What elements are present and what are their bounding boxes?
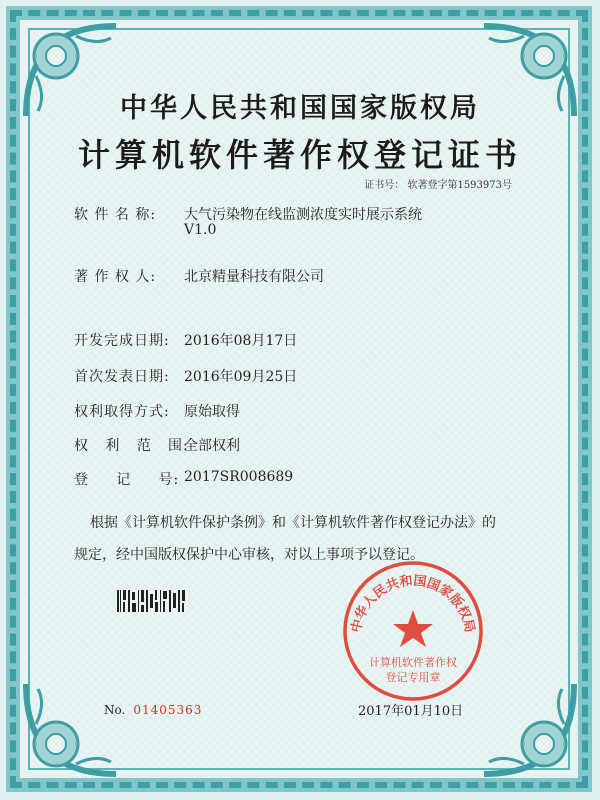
software-name-value: 大气污染物在线监测浓度实时展示系统 — [184, 207, 422, 223]
seal-star-icon — [393, 610, 433, 647]
corner-ornament-bottom-right — [474, 674, 584, 784]
software-name-label: 软 件 名 称: — [74, 207, 157, 223]
corner-ornament-bottom-left — [16, 674, 126, 784]
seal-ring-text: 中华人民共和国国家版权局 — [349, 573, 477, 634]
statement-line-1: 根据《计算机软件保护条例》和《计算机软件著作权登记办法》的 — [90, 515, 496, 531]
statement-line-2: 规定，经中国版权保护中心审核，对以上事项予以登记。 — [74, 547, 424, 563]
registration-number-value: 2017SR008689 — [184, 469, 294, 485]
copyright-owner-value: 北京精量科技有限公司 — [184, 269, 324, 285]
issuing-authority: 中华人民共和国国家版权局 — [120, 93, 480, 124]
qr-barcode — [116, 588, 188, 614]
copyright-owner-label: 著 作 权 人: — [74, 269, 157, 285]
certificate-title: 计算机软件著作权登记证书 — [77, 136, 522, 174]
serial-number — [104, 703, 202, 717]
official-seal — [340, 558, 486, 704]
issue-date: 2017年01月10日 — [358, 704, 464, 719]
first-publish-label: 首次发表日期: — [74, 369, 170, 385]
dev-complete-label: 开发完成日期: — [74, 333, 170, 349]
serial-value: 01405363 — [133, 703, 203, 717]
certificate-number: 证书号： 软著登字第1593973号 — [364, 180, 512, 191]
seal-center-line-1: 计算机软件著作权 — [369, 656, 457, 669]
software-version-value: V1.0 — [184, 222, 217, 238]
first-publish-value: 2016年09月25日 — [184, 369, 298, 385]
scope-value: 全部权利 — [184, 438, 240, 454]
dev-complete-value: 2016年08月17日 — [184, 333, 298, 349]
scope-label: 权 利 范 围: — [74, 438, 189, 454]
acquisition-label: 权利取得方式: — [74, 404, 170, 420]
seal-center-line-2: 登记专用章 — [385, 671, 441, 684]
registration-number-label: 登 记 号: — [74, 472, 180, 488]
acquisition-value: 原始取得 — [184, 404, 240, 420]
serial-label: No. — [104, 703, 126, 717]
